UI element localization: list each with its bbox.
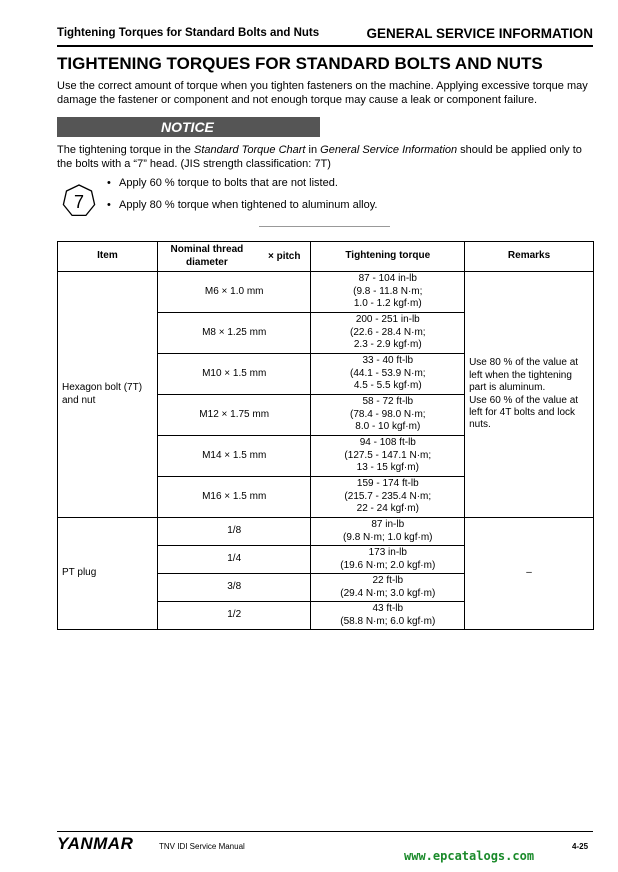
bullet-text: Apply 60 % torque to bolts that are not listed. [119, 177, 338, 189]
intro-paragraph: Use the correct amount of torque when you tighten fasteners on the machine. Applying excessive torque may damage the fastener or component and not enough torque may cause a leak or component failure. [57, 80, 588, 106]
torque-imperial: 200 - 251 in-lb [355, 314, 420, 326]
torque-metric: (9.8 - 11.8 N·m; [353, 285, 423, 297]
torque-cell [311, 602, 465, 630]
torque-cell [311, 518, 465, 546]
list-item: • Apply 80 % torque when tightened to aluminum alloy. [107, 199, 378, 211]
torque-metric: (127.5 - 147.1 N·m; [344, 449, 432, 461]
torque-kgf: 13 - 15 kgf·m) [356, 462, 419, 474]
remarks-line: left for 4T bolts and lock [469, 406, 576, 418]
header-torque: Tightening torque [311, 242, 465, 272]
hexagon-item-line1: Hexagon bolt (7T) [62, 382, 143, 394]
notice-text-before: The tightening torque in the [57, 144, 194, 156]
bullet-text: Apply 80 % torque when tightened to aluminum alloy. [119, 199, 378, 211]
torque-kgf: 2.3 - 2.9 kgf·m) [353, 339, 422, 351]
header-remarks: Remarks [465, 242, 594, 272]
torque-cell [311, 546, 465, 574]
torque-imperial: 58 - 72 ft-lb [362, 396, 414, 408]
header-section-title: Tightening Torques for Standard Bolts and Nuts [57, 27, 320, 39]
notice-text-mid: in [305, 144, 321, 156]
table-row [58, 272, 594, 313]
torque-cell [311, 477, 465, 518]
notice-bullet-list [107, 176, 377, 220]
torque-imperial: 87 in-lb [371, 519, 405, 531]
notice-banner [57, 117, 320, 137]
torque-imperial: 43 ft-lb [372, 603, 404, 615]
header-rule [57, 45, 593, 47]
torque-metric: (22.6 - 28.4 N·m; [349, 326, 426, 338]
notice-ref-chart: Standard Torque Chart [193, 144, 306, 156]
divider [259, 226, 390, 227]
size-cell: M6 × 1.0 mm [157, 272, 311, 313]
size-cell: 1/2 [157, 602, 311, 630]
header-pitch: × pitch [267, 251, 301, 262]
torque-metric: (215.7 - 235.4 N·m; [344, 490, 432, 502]
torque-cell [311, 272, 465, 313]
heptagon-7-icon [61, 183, 97, 219]
remarks-line: part is aluminum. [469, 382, 546, 394]
notice-text-after: should be applied only to the bolts with a “7” head. (JIS strength classification: 7T) [57, 144, 582, 170]
remarks-line: left when the tightening [469, 369, 572, 381]
torque-cell [311, 436, 465, 477]
page-title: TIGHTENING TORQUES FOR STANDARD BOLTS AND NUTS [57, 54, 543, 73]
hexagon-item-cell [58, 272, 158, 518]
size-cell: M16 × 1.5 mm [157, 477, 311, 518]
table-row [58, 518, 594, 546]
torque-imperial: 159 - 174 ft-lb [356, 478, 419, 490]
size-cell: M12 × 1.75 mm [157, 395, 311, 436]
remarks-line: Use 60 % of the value at [469, 394, 579, 406]
torque-table [57, 241, 594, 630]
size-cell: 1/4 [157, 546, 311, 574]
header-diameter-line2: diameter [186, 256, 228, 268]
header-diameter-line1: Nominal thread [170, 244, 244, 256]
notice-ref-section: General Service Information [320, 144, 458, 156]
torque-metric: (44.1 - 53.9 N·m; [349, 367, 426, 379]
page-number: 4-25 [572, 842, 589, 851]
torque-kgf: 4.5 - 5.5 kgf·m) [353, 380, 422, 392]
size-cell: M8 × 1.25 mm [157, 313, 311, 354]
manual-title: TNV IDI Service Manual [159, 842, 245, 851]
remarks-line: Use 80 % of the value at [469, 357, 579, 369]
header-item: Item [58, 242, 158, 272]
plug-remarks-cell: – [465, 518, 594, 630]
yanmar-logo: YANMAR [57, 834, 134, 853]
hexagon-remarks-cell [465, 272, 594, 518]
heptagon-symbol: 7 [73, 192, 85, 212]
torque-metric: (9.8 N·m; 1.0 kgf·m) [343, 531, 433, 543]
plug-item-cell: PT plug [58, 518, 158, 630]
torque-imperial: 173 in-lb [368, 547, 407, 559]
size-cell: M14 × 1.5 mm [157, 436, 311, 477]
running-header [57, 26, 593, 44]
torque-imperial: 33 - 40 ft-lb [362, 355, 414, 367]
torque-kgf: 22 - 24 kgf·m) [356, 503, 419, 515]
torque-cell [311, 395, 465, 436]
size-cell: 1/8 [157, 518, 311, 546]
header-diameter [157, 242, 311, 272]
list-item: • Apply 60 % torque to bolts that are not listed. [107, 177, 338, 189]
remarks-line: nuts. [469, 419, 491, 431]
size-cell: 3/8 [157, 574, 311, 602]
torque-imperial: 22 ft-lb [372, 575, 404, 587]
header-chapter-title: GENERAL SERVICE INFORMATION [366, 26, 593, 41]
size-cell: M10 × 1.5 mm [157, 354, 311, 395]
watermark: www.epcatalogs.com [404, 849, 535, 863]
hexagon-item-line2: and nut [62, 394, 96, 406]
torque-imperial: 94 - 108 ft-lb [359, 437, 416, 449]
torque-kgf: 8.0 - 10 kgf·m) [355, 421, 421, 433]
notice-paragraph [57, 143, 597, 171]
torque-metric: (29.4 N·m; 3.0 kgf·m) [340, 587, 436, 599]
torque-kgf: 1.0 - 1.2 kgf·m) [353, 298, 422, 310]
footer-rule [57, 831, 593, 832]
table-header-row [58, 242, 594, 272]
torque-cell [311, 354, 465, 395]
torque-cell [311, 574, 465, 602]
notice-label: NOTICE [161, 119, 214, 135]
torque-metric: (58.8 N·m; 6.0 kgf·m) [340, 615, 436, 627]
torque-imperial: 87 - 104 in-lb [358, 273, 417, 285]
torque-metric: (78.4 - 98.0 N·m; [349, 408, 426, 420]
torque-metric: (19.6 N·m; 2.0 kgf·m) [340, 559, 436, 571]
torque-cell [311, 313, 465, 354]
